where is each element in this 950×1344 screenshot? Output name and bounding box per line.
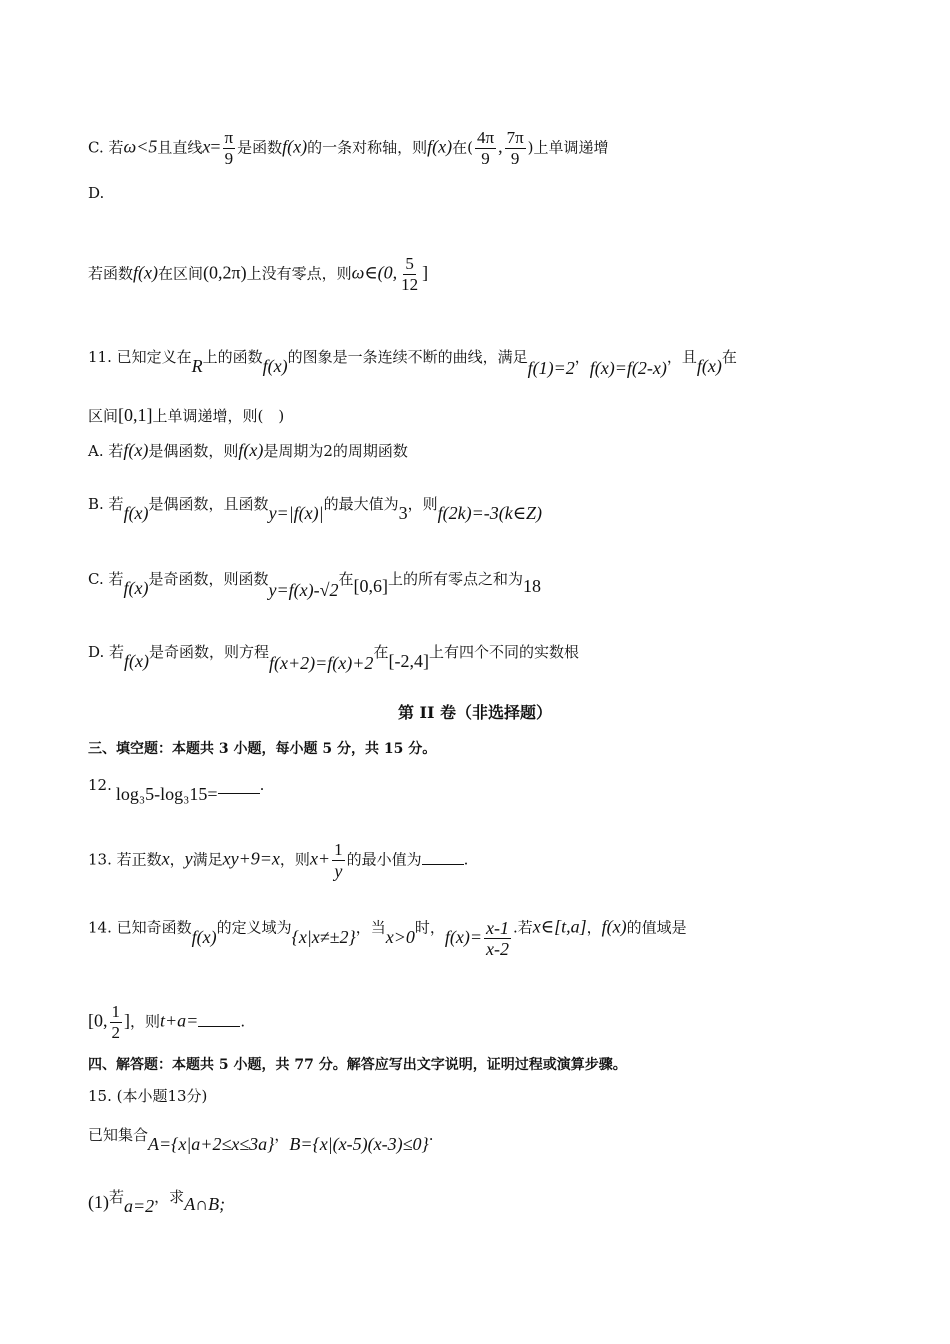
text: 的定义域为 bbox=[216, 918, 292, 937]
text: ， bbox=[274, 1126, 290, 1144]
text: ，且 bbox=[666, 348, 697, 366]
text: 上有四个不同的实数根 bbox=[428, 643, 579, 661]
math: f(x) bbox=[696, 356, 722, 376]
text: . bbox=[428, 1126, 434, 1144]
text: )上单调递增 bbox=[527, 138, 609, 157]
text: 在 bbox=[338, 570, 354, 588]
numerator: 4π bbox=[476, 128, 495, 147]
text: 的图象是一条连续不断的曲线，满足 bbox=[287, 348, 528, 366]
text: 是偶函数，且函数 bbox=[148, 495, 269, 513]
text: 13. 若正数 bbox=[88, 850, 162, 869]
text: 的值域是 bbox=[626, 918, 687, 937]
math: f(x) bbox=[123, 440, 149, 460]
math: f(x) bbox=[133, 262, 158, 283]
fraction bbox=[399, 254, 420, 295]
q15-part1 bbox=[88, 1186, 226, 1216]
math: f(1)=2 bbox=[527, 358, 575, 378]
math: f(x) bbox=[601, 916, 627, 937]
math: f(x) bbox=[262, 356, 288, 376]
math: ] bbox=[422, 262, 429, 283]
text: C. 若 bbox=[88, 570, 124, 588]
part-ii-heading: 第 II 卷（非选择题） bbox=[397, 703, 553, 722]
answer-blank[interactable] bbox=[218, 781, 260, 794]
text: 上的所有零点之和为 bbox=[388, 570, 524, 588]
fraction bbox=[223, 128, 236, 169]
numerator: 1 bbox=[111, 1002, 120, 1021]
numerator: π bbox=[224, 128, 234, 147]
q12 bbox=[88, 774, 265, 804]
denominator: 12 bbox=[401, 275, 419, 294]
section-fill-in: 三、填空题：本题共 3 小题，每小题 5 分，共 15 分。 bbox=[88, 741, 437, 757]
math: f(x) bbox=[282, 136, 308, 157]
math: y=f(x)-√2 bbox=[268, 580, 339, 600]
math: log₃5-log₃15= bbox=[115, 784, 218, 804]
text: 在 bbox=[373, 643, 389, 661]
math: 3 bbox=[398, 503, 408, 523]
text: ， bbox=[574, 348, 590, 366]
text: 且直线 bbox=[157, 138, 203, 157]
q10-c-label: C. 若 bbox=[88, 138, 124, 157]
math: x∈[t,a] bbox=[532, 916, 587, 937]
q10-c-cond: ω<5 bbox=[123, 136, 158, 157]
text: 已知集合 bbox=[88, 1126, 149, 1144]
math: B={x|(x-5)(x-3)≤0} bbox=[289, 1134, 429, 1154]
q14-line1 bbox=[88, 908, 687, 959]
denominator: y bbox=[334, 861, 343, 881]
q15-stem bbox=[88, 1124, 434, 1154]
math: 18 bbox=[523, 576, 542, 596]
math: (0,2π) bbox=[203, 262, 247, 283]
q10-option-d bbox=[88, 254, 428, 295]
text: ，则 bbox=[130, 1012, 161, 1031]
numerator: 7π bbox=[506, 128, 524, 147]
text: 的最大值为 bbox=[323, 495, 399, 513]
text: 上没有零点，则 bbox=[246, 264, 352, 283]
math: A∩B; bbox=[184, 1194, 226, 1214]
math: x bbox=[161, 848, 170, 869]
math: [0, bbox=[88, 1010, 108, 1031]
denominator: 9 bbox=[224, 149, 234, 168]
math: a=2 bbox=[124, 1196, 155, 1216]
fraction bbox=[484, 918, 511, 959]
text: . bbox=[240, 1012, 246, 1031]
text: 在( bbox=[452, 138, 473, 157]
text: 若 bbox=[109, 1188, 125, 1206]
text: B. 若 bbox=[88, 495, 124, 513]
text: D. 若 bbox=[88, 643, 125, 661]
math: f(x) bbox=[123, 578, 149, 598]
numerator: 5 bbox=[405, 254, 414, 273]
text: ， bbox=[586, 918, 602, 937]
fraction bbox=[505, 128, 526, 169]
q10-option-d-label: D. bbox=[88, 184, 105, 202]
text: 若函数 bbox=[88, 264, 134, 283]
text: 区间 bbox=[88, 407, 119, 425]
q11-option-b bbox=[88, 493, 543, 523]
math: y=|f(x)| bbox=[268, 503, 324, 523]
math: x>0 bbox=[385, 926, 415, 947]
text: ，求 bbox=[154, 1188, 185, 1206]
math: y bbox=[184, 848, 193, 869]
text: 是偶函数，则 bbox=[148, 442, 239, 460]
text: ，当 bbox=[355, 918, 386, 937]
math: [0,1] bbox=[118, 405, 153, 425]
numerator: x-1 bbox=[486, 918, 509, 938]
math: f(x) bbox=[191, 926, 217, 947]
math: f(x) bbox=[124, 651, 150, 671]
text: 时， bbox=[414, 918, 445, 937]
math: [-2,4] bbox=[388, 651, 429, 671]
q11-option-c bbox=[88, 568, 542, 600]
math: ω∈(0, bbox=[351, 262, 398, 283]
fraction bbox=[332, 840, 345, 881]
text: 在 bbox=[721, 348, 737, 366]
math: ] bbox=[124, 1010, 130, 1031]
text: 11. 已知定义在 bbox=[88, 348, 192, 366]
math: f(x) bbox=[123, 503, 149, 523]
text: 是周期为2的周期函数 bbox=[263, 442, 408, 460]
q11-option-d bbox=[88, 641, 579, 673]
q13 bbox=[88, 840, 468, 881]
question-number: 12. bbox=[88, 776, 112, 794]
answer-blank[interactable] bbox=[422, 852, 464, 865]
fraction bbox=[475, 128, 496, 169]
text: 是函数 bbox=[237, 138, 283, 157]
q10-option-c bbox=[88, 128, 609, 169]
q11-option-a bbox=[88, 440, 408, 461]
text: ， bbox=[169, 850, 185, 869]
math: [0,6] bbox=[353, 576, 388, 596]
text: 是奇函数，则方程 bbox=[149, 643, 270, 661]
math: t+a= bbox=[160, 1010, 199, 1031]
denominator: 9 bbox=[510, 149, 520, 168]
math: f(x) bbox=[427, 136, 453, 157]
q15-header: 15. (本小题13分) bbox=[88, 1087, 208, 1105]
text: 是奇函数，则函数 bbox=[148, 570, 269, 588]
text: ，则 bbox=[279, 850, 310, 869]
text: 的一条对称轴，则 bbox=[307, 138, 428, 157]
q14-line2 bbox=[88, 1002, 245, 1043]
text: 上的函数 bbox=[202, 348, 263, 366]
math: R bbox=[191, 356, 203, 376]
q11-stem-line2 bbox=[88, 405, 284, 426]
math: f(2k)=-3(k∈Z) bbox=[437, 503, 543, 523]
text: 的最小值为 bbox=[346, 850, 422, 869]
math: = bbox=[210, 136, 221, 157]
text: . bbox=[259, 776, 265, 794]
math: f(x+2)=f(x)+2 bbox=[269, 653, 374, 673]
denominator: 9 bbox=[481, 149, 490, 168]
q11-stem-line1 bbox=[88, 346, 737, 378]
fraction bbox=[110, 1002, 123, 1043]
math: f(x)=f(2-x) bbox=[589, 358, 667, 378]
answer-blank[interactable] bbox=[198, 1014, 240, 1027]
denominator: x-2 bbox=[486, 939, 509, 959]
math: f(x) bbox=[238, 440, 264, 460]
text: ，则 bbox=[407, 495, 438, 513]
section-solutions: 四、解答题：本题共 5 小题，共 77 分。解答应写出文字说明，证明过程或演算步骤。 bbox=[88, 1057, 627, 1073]
math: xy+9=x bbox=[222, 848, 280, 869]
math: f(x)= bbox=[444, 926, 483, 947]
text: .若 bbox=[513, 918, 533, 937]
math: A={x|a+2≤x≤3a} bbox=[148, 1134, 275, 1154]
math: x+ bbox=[309, 848, 331, 869]
text: 14. 已知奇函数 bbox=[88, 918, 192, 937]
math: {x|x≠±2} bbox=[291, 926, 356, 947]
text: 上单调递增，则( ) bbox=[152, 407, 285, 425]
math: (1) bbox=[88, 1192, 109, 1212]
text: A. 若 bbox=[88, 442, 124, 460]
math: x bbox=[202, 136, 211, 157]
math: , bbox=[498, 136, 503, 157]
numerator: 1 bbox=[334, 840, 343, 859]
text: . bbox=[463, 850, 469, 869]
text: 满足 bbox=[192, 850, 223, 869]
text: 在区间 bbox=[158, 264, 204, 283]
denominator: 2 bbox=[111, 1023, 120, 1042]
